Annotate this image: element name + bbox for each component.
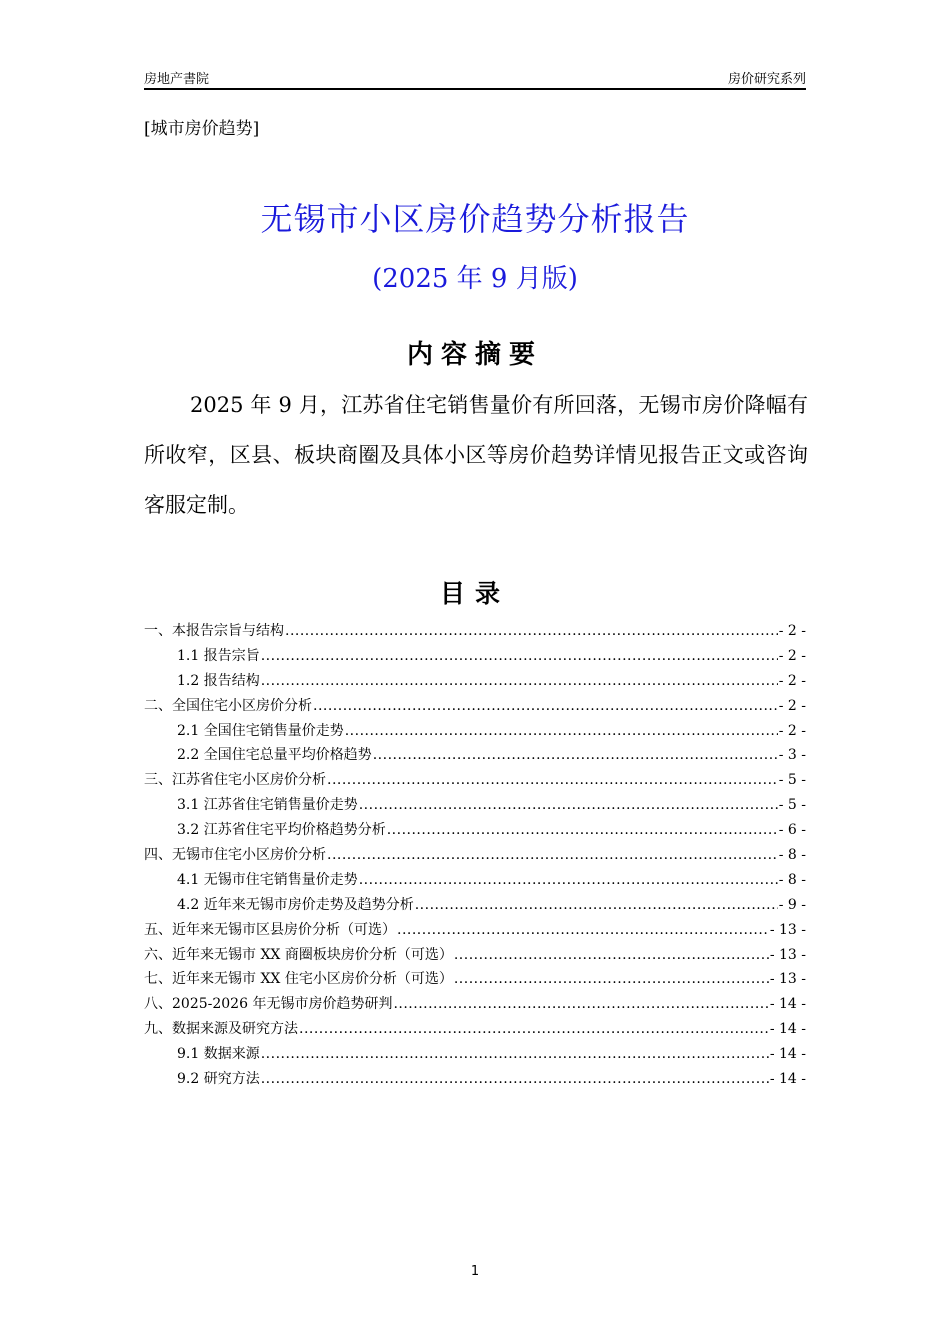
toc-entry[interactable]: 九、数据来源及研究方法 ..... - 14 - bbox=[144, 1018, 806, 1043]
toc-entry[interactable]: 三、江苏省住宅小区房价分析 ..... - 5 - bbox=[144, 769, 806, 794]
toc-entry[interactable]: 9.2 研究方法 ..... - 14 - bbox=[144, 1068, 806, 1093]
table-of-contents bbox=[144, 620, 806, 1093]
toc-entry[interactable]: 2.2 全国住宅总量平均价格趋势 ..... - 3 - bbox=[144, 744, 806, 769]
page-number: 1 bbox=[470, 1264, 480, 1279]
toc-heading: 目录 bbox=[439, 579, 510, 608]
dot-leader bbox=[415, 897, 778, 913]
dot-leader bbox=[261, 648, 778, 664]
dot-leader bbox=[261, 673, 778, 689]
dot-leader bbox=[327, 772, 778, 788]
dot-leader bbox=[454, 947, 769, 963]
toc-entry[interactable]: 4.1 无锡市住宅销售量价走势 ..... - 8 - bbox=[144, 869, 806, 894]
dot-leader bbox=[327, 847, 778, 863]
toc-entry[interactable]: 二、全国住宅小区房价分析 ..... - 2 - bbox=[144, 695, 806, 720]
toc-entry[interactable]: 七、近年来无锡市 XX 住宅小区房价分析（可选） ..... - 13 - bbox=[144, 968, 806, 993]
report-edition: (2025 年 9 月版) bbox=[372, 264, 578, 294]
dot-leader bbox=[261, 1046, 769, 1062]
header-publisher: 房地产書院 bbox=[144, 72, 210, 87]
dot-leader bbox=[359, 797, 778, 813]
category-label: [城市房价趋势] bbox=[144, 119, 260, 139]
toc-entry[interactable]: 五、近年来无锡市区县房价分析（可选） ..... - 13 - bbox=[144, 919, 806, 944]
abstract-text: 2025 年 9 月，江苏省住宅销售量价有所回落，无锡市房价降幅有所收窄，区县、板块商圈及具体小区等房价趋势详情见报告正文或咨询客服定制。 bbox=[144, 393, 808, 517]
dot-leader bbox=[299, 1021, 769, 1037]
dot-leader bbox=[373, 747, 778, 763]
toc-entry[interactable]: 4.2 近年来无锡市房价走势及趋势分析 ..... - 9 - bbox=[144, 894, 806, 919]
toc-entry[interactable]: 2.1 全国住宅销售量价走势 ..... - 2 - bbox=[144, 720, 806, 745]
toc-entry[interactable]: 9.1 数据来源 ..... - 14 - bbox=[144, 1043, 806, 1068]
report-title: 无锡市小区房价趋势分析报告 bbox=[260, 200, 690, 238]
dot-leader bbox=[261, 1071, 769, 1087]
dot-leader bbox=[397, 922, 769, 938]
page-header bbox=[144, 68, 806, 90]
toc-entry[interactable]: 3.2 江苏省住宅平均价格趋势分析 ..... - 6 - bbox=[144, 819, 806, 844]
dot-leader bbox=[345, 723, 778, 739]
dot-leader bbox=[393, 996, 768, 1012]
toc-entry[interactable]: 八、2025-2026 年无锡市房价趋势研判 ..... - 14 - bbox=[144, 993, 806, 1018]
toc-entry[interactable]: 四、无锡市住宅小区房价分析 ..... - 8 - bbox=[144, 844, 806, 869]
abstract-heading: 内容摘要 bbox=[406, 340, 543, 370]
toc-entry[interactable]: 1.1 报告宗旨 ..... - 2 - bbox=[144, 645, 806, 670]
toc-entry[interactable]: 一、本报告宗旨与结构 ..... - 2 - bbox=[144, 620, 806, 645]
dot-leader bbox=[313, 698, 778, 714]
dot-leader bbox=[285, 623, 778, 639]
dot-leader bbox=[387, 822, 778, 838]
header-series: 房价研究系列 bbox=[727, 72, 806, 87]
dot-leader bbox=[359, 872, 778, 888]
toc-entry[interactable]: 1.2 报告结构 ..... - 2 - bbox=[144, 670, 806, 695]
toc-entry[interactable]: 六、近年来无锡市 XX 商圈板块房价分析（可选） ..... - 13 - bbox=[144, 944, 806, 969]
dot-leader bbox=[454, 971, 769, 987]
toc-entry[interactable]: 3.1 江苏省住宅销售量价走势 ..... - 5 - bbox=[144, 794, 806, 819]
